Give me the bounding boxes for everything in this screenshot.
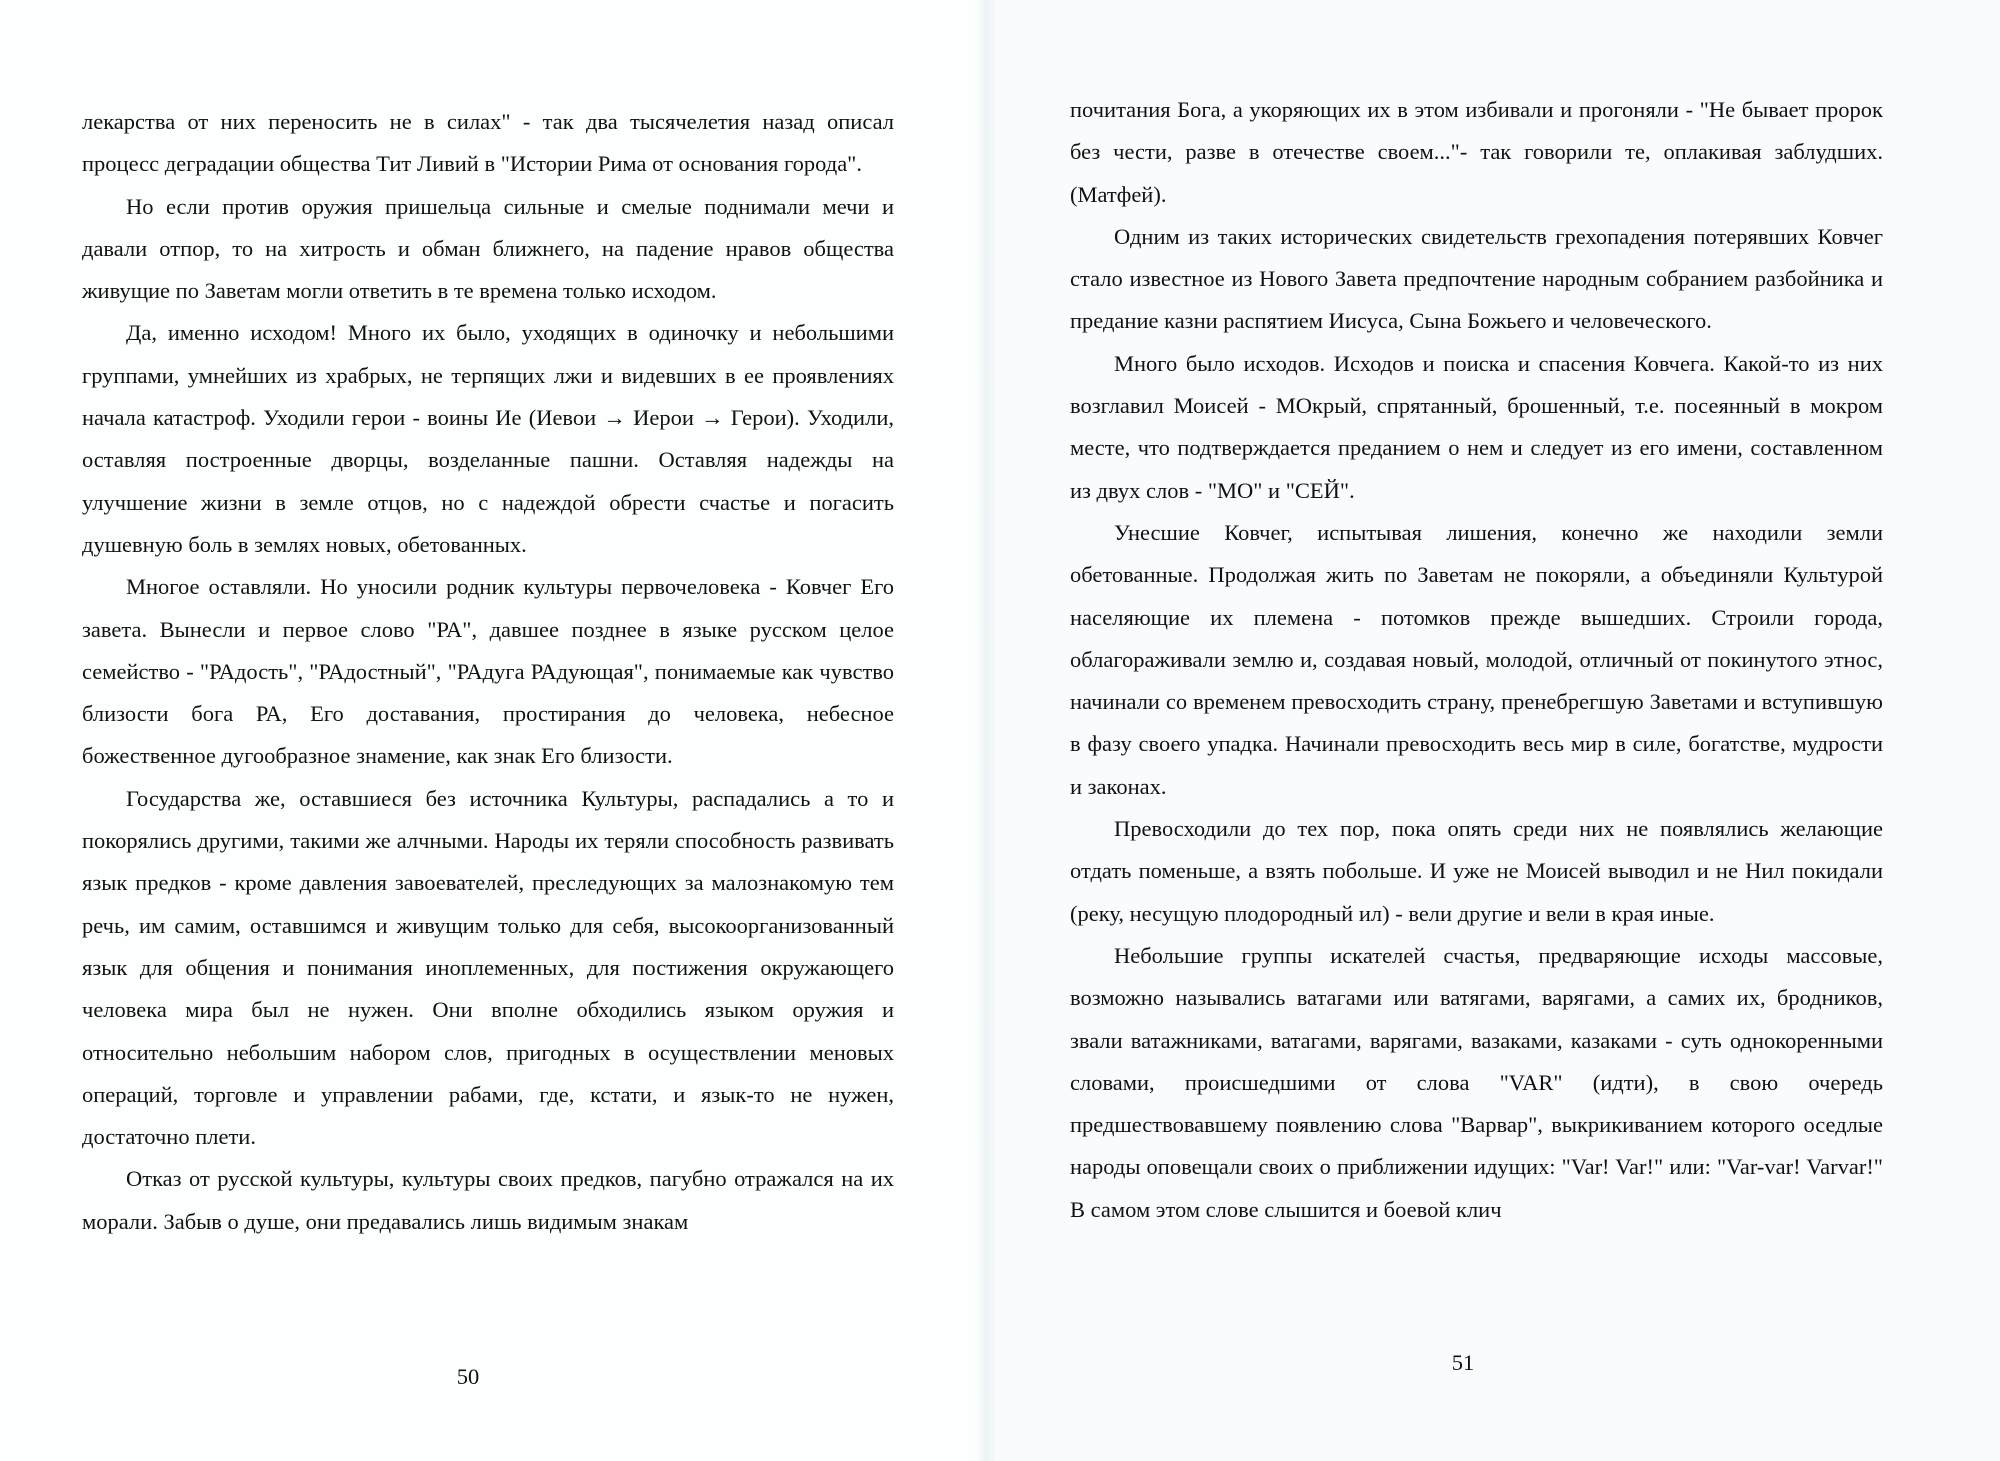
page-number-right: 51 [1451,1350,1475,1375]
paragraph: Да, именно исходом! Много их было, уходящих в одиночку и небольшими группами, умнейших из храбрых, не терпящих лжи и видевших в ее проявлениях начала катастроф. Уходили герои - воины Ие (Иевои → Иерои → Герои). Уходили, оставляя построенные дворцы, возделанные пашни. Оставляя надежды на улучшение жизни в земле отцов, но с надеждой обрести счастье и погасить душевную боль в землях новых, обетованных. [82,320,894,557]
book-gutter [975,0,997,1461]
page-number-left: 50 [456,1364,480,1389]
right-page-text [1070,89,1883,1231]
paragraph: почитания Бога, а укоряющих их в этом избивали и прогоняли - "Не бывает пророк без чести, разве в отечестве своем..."- так говорили те, оплакивая заблудших. (Матфей). [1070,97,1883,207]
paragraph: лекарства от них переносить не в силах" - так два тысячелетия назад описал процесс деградации общества Тит Ливий в "Истории Рима от основания города". [82,109,894,177]
paragraph: Небольшие группы искателей счастья, предваряющие исходы массовые, возможно назывались ватагами или ватягами, варягами, а самих их, бродников, звали ватажниками, ватагами, варягами, вазаками, казаками - суть однокоренными словами, происшедшими от слова "VAR" (идти), в свою очередь предшествовавшему появлению слова "Варвар", выкрикиванием которого оседлые народы оповещали своих о приближении идущих: "Var! Var!" или: "Var-var! Varvar!" В самом этом слове слышится и боевой клич [1070,942,1883,1222]
paragraph: Превосходили до тех пор, пока опять среди них не появлялись желающие отдать поменьше, а взять побольше. И уже не Моисей выводил и не Нил покидали (реку, несущую плодородный ил) - вели другие и вели в края иные. [1070,816,1883,926]
paragraph: Многое оставляли. Но уносили родник культуры первочеловека - Ковчег Его завета. Вынесли и первое слово "РА", давшее позднее в языке русском целое семейство - "РАдость", "РАдостный", "РАдуга РАдующая", понимаемые как чувство близости бога РА, Его доставания, простирания до человека, небесное божественное дугообразное знамение, как знак Его близости. [82,574,894,769]
left-page [0,0,985,1461]
paragraph: Отказ от русской культуры, культуры своих предков, пагубно отражался на их морали. Забыв о душе, они предавались лишь видимым знакам [82,1166,894,1234]
right-page [985,0,2000,1461]
paragraph: Унесшие Ковчег, испытывая лишения, конечно же находили земли обетованные. Продолжая жить по Заветам не покоряли, а объединяли Культурой населяющие их племена - потомков прежде вышедших. Строили города, облагораживали землю и, создавая новый, молодой, отличный от покинутого этнос, начинали со временем превосходить страну, пренебрегшую Заветами и вступившую в фазу своего упадка. Начинали превосходить весь мир в силе, богатстве, мудрости и законах. [1070,519,1883,799]
paragraph: Но если против оружия пришельца сильные и смелые поднимали мечи и давали отпор, то на хитрость и обман ближнего, на падение нравов общества живущие по Заветам могли ответить в те времена только исходом. [82,193,894,304]
left-page-text [82,101,894,1243]
paragraph: Государства же, оставшиеся без источника Культуры, распадались а то и покорялись другими, такими же алчными. Народы их теряли способность развивать язык предков - кроме давления завоевателей, преследующих за малознакомую тем речь, им самим, оставшимся и живущим только для себя, высокоорганизованный язык для общения и понимания иноплеменных, для постижения окружающего человека мира был не нужен. Они вполне обходились языком оружия и относительно небольшим набором слов, пригодных в осуществлении меновых операций, торговле и управлении рабами, где, кстати, и язык-то не нужен, достаточно плети. [82,785,894,1150]
paragraph: Одним из таких исторических свидетельств грехопадения потерявших Ковчег стало известное из Нового Завета предпочтение народным собранием разбойника и предание казни распятием Иисуса, Сына Божьего и человеческого. [1070,223,1883,334]
paragraph: Много было исходов. Исходов и поиска и спасения Ковчега. Какой-то из них возглавил Моисей - МОкрый, спрятанный, брошенный, т.е. посеянный в мокром месте, что подтверждается преданием о нем и следует из его имени, составленном из двух слов - "МО" и "СЕЙ". [1070,350,1883,503]
